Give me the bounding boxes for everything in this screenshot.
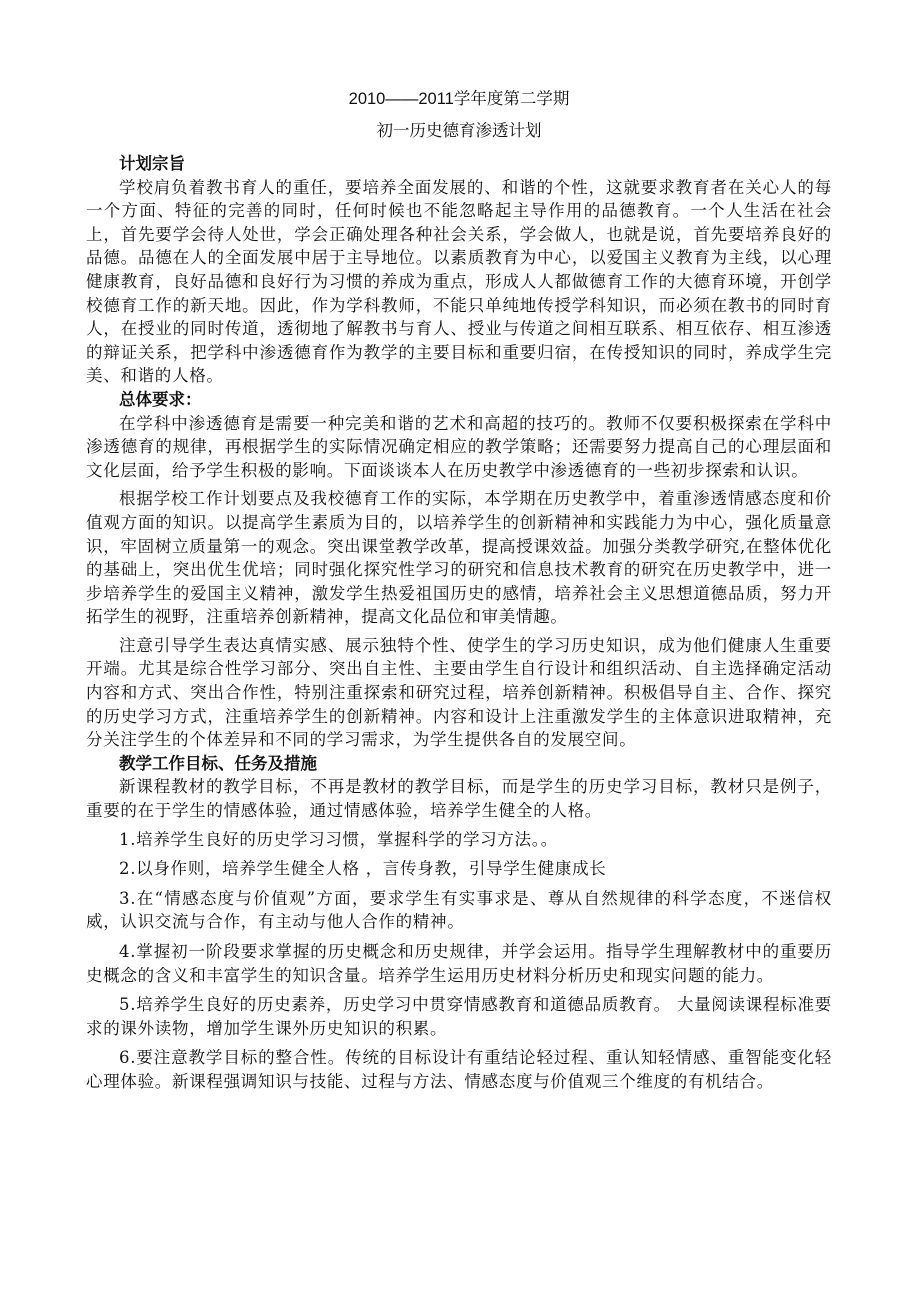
list-item: 1.培养学生良好的历史学习习惯，掌握科学的学习方法。。 xyxy=(119,829,558,849)
list-item: 3.在“情感态度与价值观”方面，要求学生有实事求是、尊从自然规律的科学态度，不迷信权威，认识交流与合作，有主动与他人合作的精神。 xyxy=(86,888,832,932)
list-item: 4.掌握初一阶段要求掌握的历史概念和历史规律，并学会运用。指导学生理解教材中的重要历史概念的含义和丰富学生的知识含量。培养学生运用历史材料分析历史和现实问题的能力。 xyxy=(86,942,832,985)
paragraph: 学校肩负着教书育人的重任，要培养全面发展的、和谐的个性，这就要求教育者在关心人的每一个方面、特征的完善的同时，任何时候也不能忽略起主导作用的品德教育。一个人生活在社会上，首先要学会待人处世，学会正确处理各种社会关系，学会做人，也就是说，首先要培养良好的品德。品德在人的全面发展中居于主导地位。以素质教育为中心，以爱国主义教育为主线，以心理健康教育，良好品德和良好行为习惯的养成为重点，形成人人都做德育工作的大德育环境，开创学校德育工作的新天地。因此，作为学科教师，不能只单纯地传授学科知识，而必须在教书的同时育人，在授业的同时传道，透彻地了解教书与育人、授业与传道之间相互联系、相互依存、相互渗透的辩证关系，把学科中渗透德育作为教学的主要目标和重要归宿，在传授知识的同时，养成学生完美、和谐的人格。 xyxy=(86,177,832,386)
paragraph: 根据学校工作计划要点及我校德育工作的实际，本学期在历史教学中，着重渗透情感态度和价值观方面的知识。以提高学生素质为目的，以培养学生的创新精神和实践能力为中心，强化质量意识，牢固树立质量第一的观念。突出课堂教学改革，提高授课效益。加强分类教学研究,在整体优化的基础上，突出优生优培；同时强化探究性学习的研究和信息技术教育的研究在历史教学中，进一步培养学生的爱国主义精神，激发学生热爱祖国历史的感情，培养社会主义思想道德品质，努力开拓学生的视野，注重培养创新精神，提高文化品位和审美情趣。 xyxy=(86,489,832,627)
section-heading-purpose: 计划宗旨 xyxy=(119,154,185,173)
list-item: 5.培养学生良好的历史素养，历史学习中贯穿情感教育和道德品质教育。 大量阅读课程标准要求的课外读物，增加学生课外历史知识的积累。 xyxy=(86,995,832,1038)
document-title: 2010——2011学年度第二学期 xyxy=(348,90,570,108)
document-subtitle: 初一历史德育渗透计划 xyxy=(376,121,542,140)
document-content xyxy=(86,88,832,1100)
section-heading-requirements: 总体要求： xyxy=(119,389,202,409)
paragraph: 新课程教材的教学目标，不再是教材的教学目标，而是学生的历史学习目标，教材只是例子，重要的在于学生的情感体验，通过情感体验，培养学生健全的人格。 xyxy=(86,777,832,821)
list-item: 2.以身作则，培养学生健全人格 ，言传身教，引导学生健康成长 xyxy=(119,859,607,879)
section-heading-goals: 教学工作目标、任务及措施 xyxy=(119,753,317,773)
paragraph: 在学科中渗透德育是需要一种完美和谐的艺术和高超的技巧的。教师不仅要积极探索在学科中渗透德育的规律，再根据学生的实际情况确定相应的教学策略；还需要努力提高自己的心理层面和文化层面，给予学生积极的影响。下面谈谈本人在历史教学中渗透德育的一些初步探索和认识。 xyxy=(86,413,832,480)
paragraph: 注意引导学生表达真情实感、展示独特个性、使学生的学习历史知识，成为他们健康人生重要开端。尤其是综合性学习部分、突出自主性、主要由学生自行设计和组织活动、自主选择确定活动内容和方式、突出合作性，特别注重探索和研究过程，培养创新精神。积极倡导自主、合作、探究的历史学习方式，注重培养学生的创新精神。内容和设计上注重激发学生的主体意识进取精神，充分关注学生的个体差异和不同的学习需求，为学生提供各自的发展空间。 xyxy=(86,635,832,750)
list-item: 6.要注意教学目标的整合性。传统的目标设计有重结论轻过程、重认知轻情感、重智能变化轻心理体验。新课程强调知识与技能、过程与方法、情感态度与价值观三个维度的有机结合。 xyxy=(86,1048,832,1091)
